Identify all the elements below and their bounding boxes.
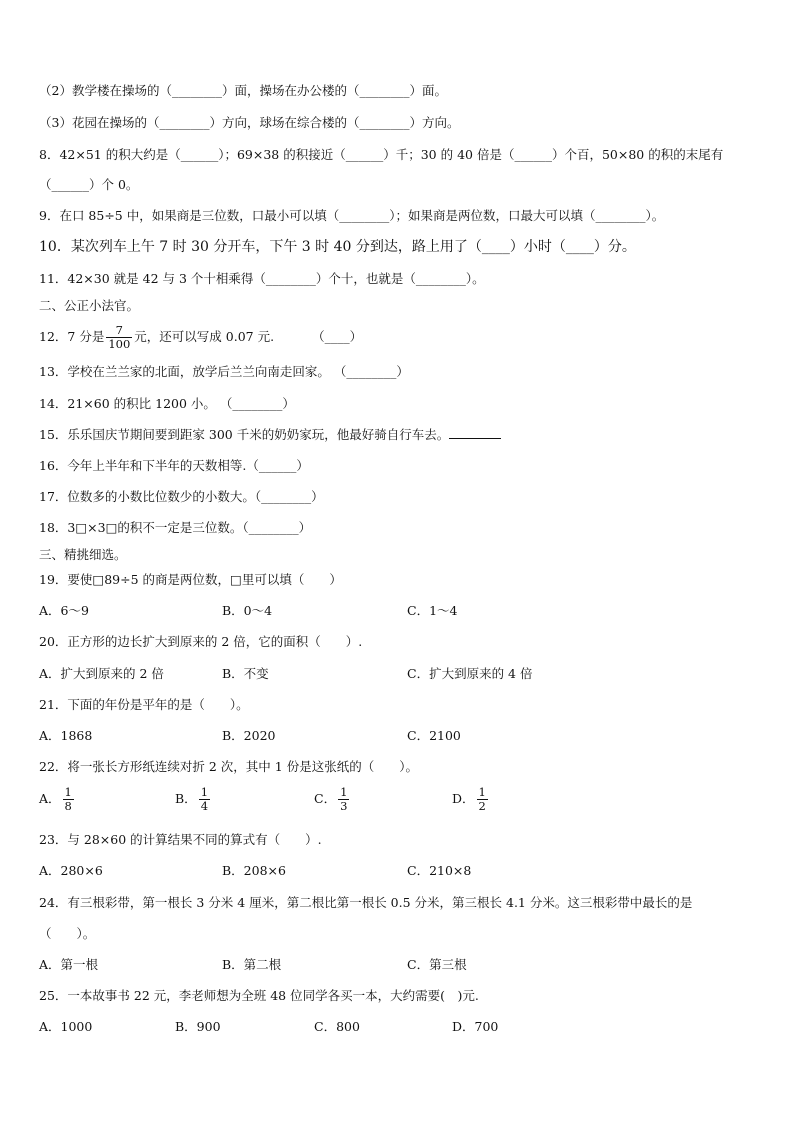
q22-option-b [175,786,212,813]
q20-option-c: C．扩大到原来的 4 倍 [407,666,533,681]
q21-option-b: B．2020 [222,728,276,743]
question-13: 13．学校在兰兰家的北面，放学后兰兰向南走回家。 （________） [39,364,409,379]
q24-option-b: B．第二根 [222,957,282,972]
fraction-numerator: 7 [115,323,123,337]
q22-option-b-label: B． [175,791,197,806]
q19-option-b: B．0～4 [222,603,273,618]
fraction-denominator: 2 [478,799,486,813]
question-21: 21．下面的年份是平年的是（ ）。 [39,697,249,712]
question-11: 11．42×30 就是 42 与 3 个十相乘得（________）个十，也就是（________）。 [39,271,485,286]
section-2-heading: 二、公正小法官。 [39,298,140,313]
question-8-line2: （______）个 0。 [39,177,139,192]
q19-option-c: C．1～4 [407,603,458,618]
q25-option-a: A．1000 [39,1019,93,1034]
q21-option-a: A．1868 [39,728,93,743]
question-24-line2: （ ）。 [39,926,96,941]
q22-option-c [314,786,351,813]
answer-blank [449,426,501,439]
q22-option-c-label: C． [314,791,337,806]
q25-option-c: C．800 [314,1019,360,1034]
q22-option-d [452,786,490,813]
q21-option-c: C．2100 [407,728,461,743]
question-14: 14．21×60 的积比 1200 小。 （________） [39,396,295,411]
q23-option-b: B．208×6 [222,863,286,878]
question-19: 19．要使□89÷5 的商是两位数，□里可以填（ ） [39,572,342,587]
fraction-numerator: 1 [340,785,348,799]
question-23: 23．与 28×60 的计算结果不同的算式有（ ）. [39,832,322,847]
q23-option-a: A．280×6 [39,863,103,878]
fraction-numerator: 1 [64,785,72,799]
fraction-denominator: 3 [340,799,348,813]
question-20: 20．正方形的边长扩大到原来的 2 倍，它的面积（ ）. [39,634,363,649]
question-9: 9．在口 85÷5 中，如果商是三位数，口最小可以填（________）；如果商是两位数，口最大可以填（________）。 [39,208,665,223]
fraction-numerator: 1 [200,785,209,799]
fraction-one-half [477,786,488,813]
fraction-denominator: 4 [200,799,209,813]
question-10: 10．某次列车上午 7 时 30 分开车，下午 3 时 40 分到达，路上用了（____）小时（____）分。 [39,239,636,255]
question-12-blank: （____） [312,329,363,344]
question-18: 18．3□×3□的积不一定是三位数。（________） [39,520,312,535]
q24-option-c: C．第三根 [407,957,467,972]
fraction-one-eighth [63,786,74,813]
fraction-denominator: 8 [64,799,72,813]
question-15-text: 15．乐乐国庆节期间要到距家 300 千米的奶奶家玩，他最好骑自行车去。 [39,427,450,442]
question-12-prefix: 12．7 分是 [39,329,105,344]
question-17: 17．位数多的小数比位数少的小数大。（________） [39,489,324,504]
fraction-numerator: 1 [478,785,486,799]
q25-option-b: B．900 [175,1019,221,1034]
question-7-2: （2）教学楼在操场的（________）面，操场在办公楼的（________）面。 [39,83,447,98]
q20-option-b: B．不变 [222,666,269,681]
fraction-one-quarter [199,786,210,813]
q19-option-a: A．6～9 [39,603,89,618]
question-24-line1: 24．有三根彩带，第一根长 3 分米 4 厘米，第二根比第一根长 0.5 分米，第三根长 4.1 分米。这三根彩带中最长的是 [39,895,693,910]
fraction-7-100 [106,324,132,351]
question-25: 25．一本故事书 22 元，李老师想为全班 48 位同学各买一本，大约需要( )元. [39,988,479,1003]
question-16: 16．今年上半年和下半年的天数相等.（______） [39,458,309,473]
fraction-denominator: 100 [108,337,131,351]
fraction-one-third [338,786,349,813]
section-3-heading: 三、精挑细选。 [39,547,127,562]
q23-option-c: C．210×8 [407,863,472,878]
question-12 [39,324,362,351]
question-15 [39,426,501,444]
question-8-line1: 8．42×51 的积大约是（______）；69×38 的积接近（______）千；30 的 40 倍是（______）个百，50×80 的积的末尾有 [39,147,724,162]
question-7-3: （3）花园在操场的（________）方向，球场在综合楼的（________）方向。 [39,115,460,130]
q22-option-a [39,786,76,813]
q24-option-a: A．第一根 [39,957,99,972]
q22-option-d-label: D． [452,791,475,806]
q20-option-a: A．扩大到原来的 2 倍 [39,666,164,681]
question-12-suffix: 元，还可以写成 0.07 元. [134,329,275,344]
question-22: 22．将一张长方形纸连续对折 2 次，其中 1 份是这张纸的（ ）。 [39,759,418,774]
q25-option-d: D．700 [452,1019,499,1034]
q22-option-a-label: A． [39,791,61,806]
